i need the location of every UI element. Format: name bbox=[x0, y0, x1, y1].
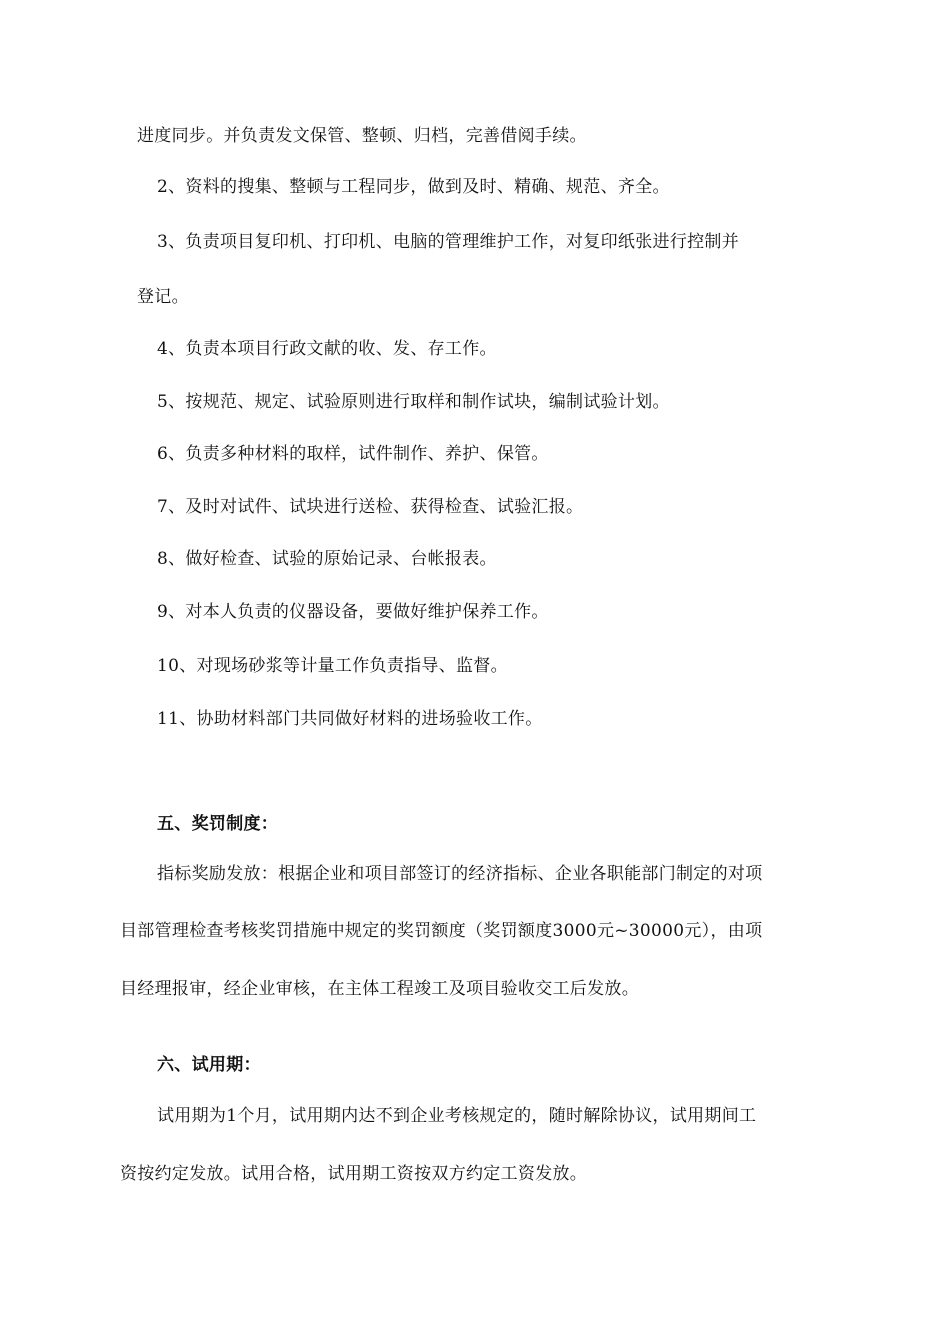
list-item-6: 6、负责多种材料的取样，试件制作、养护、保管。 bbox=[157, 444, 549, 464]
section6-heading: 六、试用期： bbox=[157, 1055, 261, 1075]
section6-line-2: 资按约定发放。试用合格，试用期工资按双方约定工资发放。 bbox=[120, 1164, 588, 1184]
section5-line-3: 目经理报审，经企业审核，在主体工程竣工及项目验收交工后发放。 bbox=[120, 979, 639, 999]
list-item-9: 9、对本人负责的仪器设备，要做好维护保养工作。 bbox=[157, 602, 549, 622]
section5-line-2: 目部管理检查考核奖罚措施中规定的奖罚额度（奖罚额度3000元~30000元），由项 bbox=[120, 921, 763, 941]
section5-heading: 五、奖罚制度： bbox=[157, 814, 279, 834]
section5-line-1: 指标奖励发放：根据企业和项目部签订的经济指标、企业各职能部门制定的对项 bbox=[157, 864, 763, 884]
list-item-8: 8、做好检查、试验的原始记录、台帐报表。 bbox=[157, 549, 497, 569]
list-item-7: 7、及时对试件、试块进行送检、获得检查、试验汇报。 bbox=[157, 497, 584, 517]
list-item-10: 10、对现场砂浆等计量工作负责指导、监督。 bbox=[157, 656, 508, 676]
list-item-4: 4、负责本项目行政文献的收、发、存工作。 bbox=[157, 339, 497, 359]
section6-line-1: 试用期为1个月，试用期内达不到企业考核规定的，随时解除协议，试用期间工 bbox=[157, 1106, 757, 1126]
list-item-5: 5、按规范、规定、试验原则进行取样和制作试块，编制试验计划。 bbox=[157, 392, 670, 412]
list-item-3: 3、负责项目复印机、打印机、电脑的管理维护工作，对复印纸张进行控制并 bbox=[157, 232, 740, 252]
list-line-continuation: 进度同步。并负责发文保管、整顿、归档，完善借阅手续。 bbox=[137, 126, 587, 146]
list-item-11: 11、协助材料部门共同做好材料的进场验收工作。 bbox=[157, 709, 543, 729]
list-item-3-continuation: 登记。 bbox=[137, 287, 189, 307]
list-item-2: 2、资料的搜集、整顿与工程同步，做到及时、精确、规范、齐全。 bbox=[157, 177, 670, 197]
